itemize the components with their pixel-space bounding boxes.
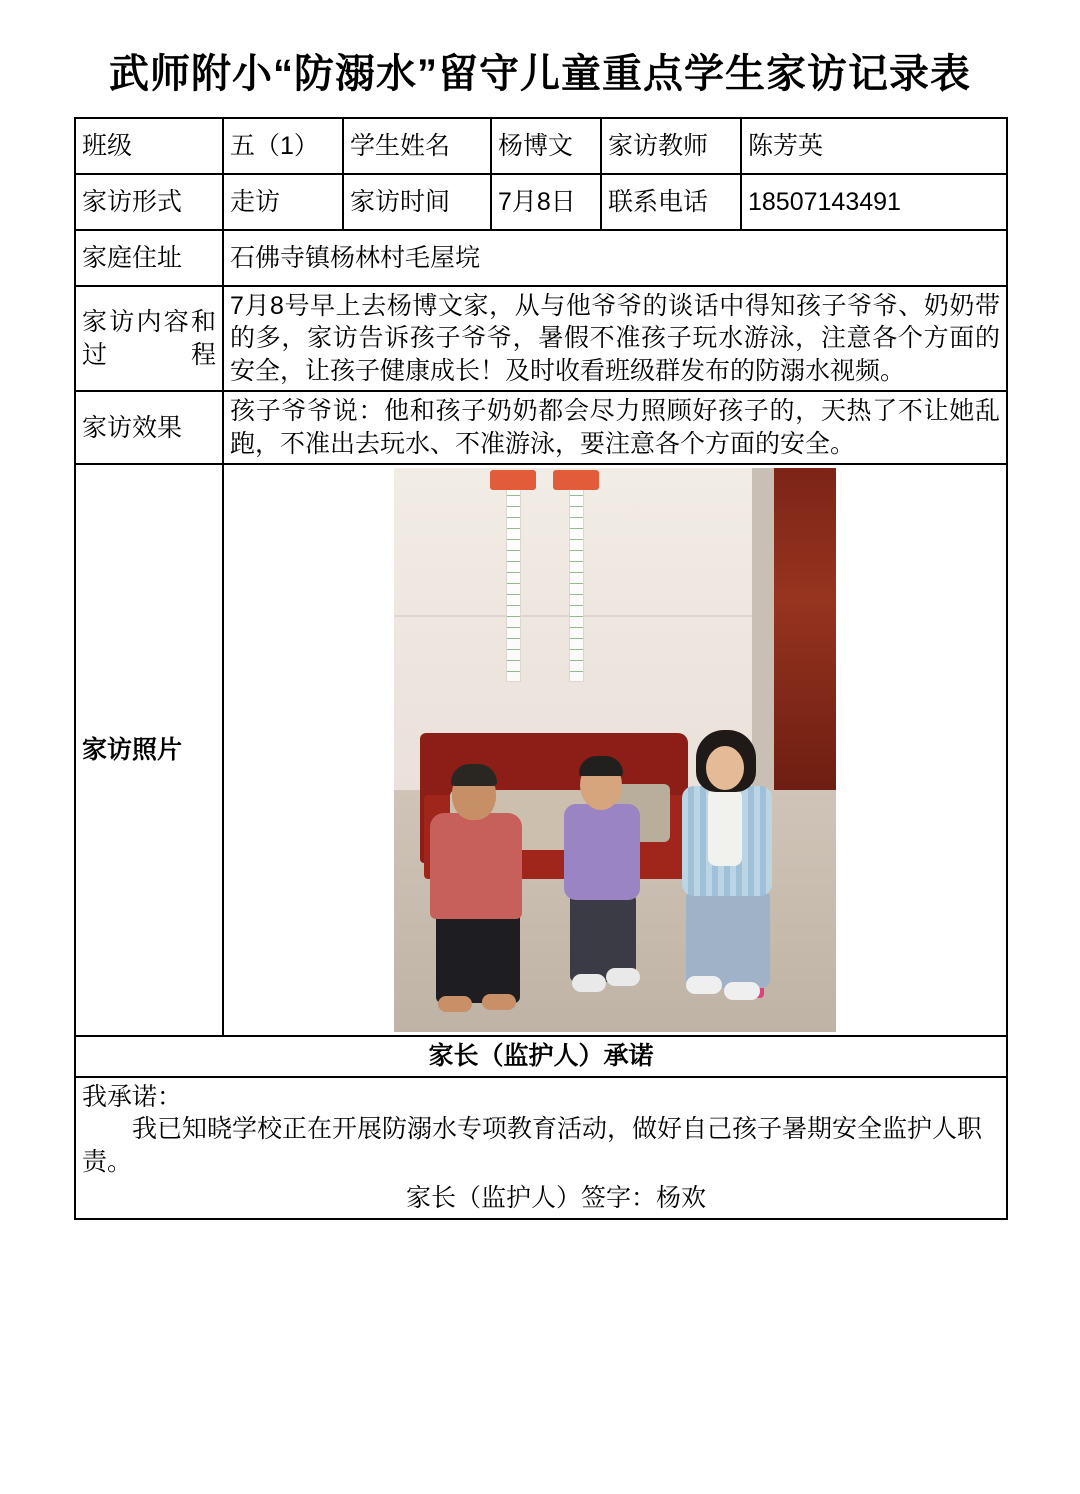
- home-visit-record-table: [74, 117, 1008, 1220]
- photo-cell: [223, 464, 1007, 1036]
- home-visit-photo: [394, 468, 836, 1032]
- table-row: [75, 118, 1007, 174]
- page-title: 武师附小“防溺水”留守儿童重点学生家访记录表: [109, 52, 971, 96]
- signature-value: 杨欢: [656, 1184, 707, 1213]
- grandfather-hair: [451, 764, 497, 786]
- address-label: 家庭住址: [75, 230, 223, 286]
- address-value: 石佛寺镇杨林村毛屋垸: [223, 230, 1007, 286]
- table-row-photo: [75, 464, 1007, 1036]
- grandfather-foot: [482, 994, 516, 1010]
- teacher-head: [706, 746, 744, 790]
- table-row: [75, 1077, 1007, 1219]
- visit-time-label: 家访时间: [343, 174, 491, 230]
- phone-label: 联系电话: [601, 174, 741, 230]
- boy-shoe: [606, 968, 640, 986]
- photo-label: 家访照片: [75, 464, 223, 1036]
- promise-body: [75, 1077, 1007, 1219]
- growth-chart-icon: [569, 472, 584, 682]
- class-label: 班级: [75, 118, 223, 174]
- poster-icon: [490, 470, 536, 490]
- teacher-inner-shirt: [708, 788, 742, 866]
- class-value: 五（1）: [223, 118, 343, 174]
- grandfather-legs: [436, 911, 520, 1003]
- door-frame: [752, 468, 774, 795]
- table-row: [75, 230, 1007, 286]
- visit-content-label: 家访内容和过程: [75, 286, 223, 392]
- boy-body: [564, 804, 640, 900]
- student-value: 杨博文: [491, 118, 601, 174]
- promise-line2: 我已知晓学校正在开展防溺水专项教育活动，做好自己孩子暑期安全监护人职责。: [82, 1115, 983, 1176]
- promise-line1: 我承诺：: [82, 1082, 183, 1111]
- grandfather-body: [430, 813, 522, 919]
- boy-shoe: [572, 974, 606, 992]
- promise-header: 家长（监护人）承诺: [75, 1036, 1007, 1077]
- teacher-value: 陈芳英: [741, 118, 1007, 174]
- table-row: [75, 174, 1007, 230]
- door: [774, 468, 836, 795]
- teacher-label: 家访教师: [601, 118, 741, 174]
- student-label: 学生姓名: [343, 118, 491, 174]
- visit-form-label: 家访形式: [75, 174, 223, 230]
- grandfather-foot: [438, 996, 472, 1012]
- visit-form-value: 走访: [223, 174, 343, 230]
- visit-effect-value: 孩子爷爷说：他和孩子奶奶都会尽力照顾好孩子的，天热了不让她乱跑，不准出去玩水、不准游泳，要注意各个方面的安全。: [223, 391, 1007, 464]
- signature-line: [82, 1182, 1000, 1215]
- visit-time-value: 7月8日: [491, 174, 601, 230]
- table-row: [75, 391, 1007, 464]
- teacher-shoe: [724, 982, 760, 1000]
- visit-effect-label: 家访效果: [75, 391, 223, 464]
- phone-value: 18507143491: [741, 174, 1007, 230]
- teacher-shoe: [686, 976, 722, 994]
- table-row: [75, 1036, 1007, 1077]
- growth-chart-icon: [506, 472, 521, 682]
- teacher-jeans: [686, 890, 770, 988]
- visit-content-value: 7月8号早上去杨博文家，从与他爷爷的谈话中得知孩子爷爷、奶奶带的多，家访告诉孩子爷爷，暑假不准孩子玩水游泳，注意各个方面的安全，让孩子健康成长！及时收看班级群发布的防溺水视频。: [223, 286, 1007, 392]
- table-row: [75, 286, 1007, 392]
- boy-hair: [579, 756, 623, 776]
- poster-icon: [553, 470, 599, 490]
- signature-label: 家长（监护人）签字：: [405, 1184, 656, 1213]
